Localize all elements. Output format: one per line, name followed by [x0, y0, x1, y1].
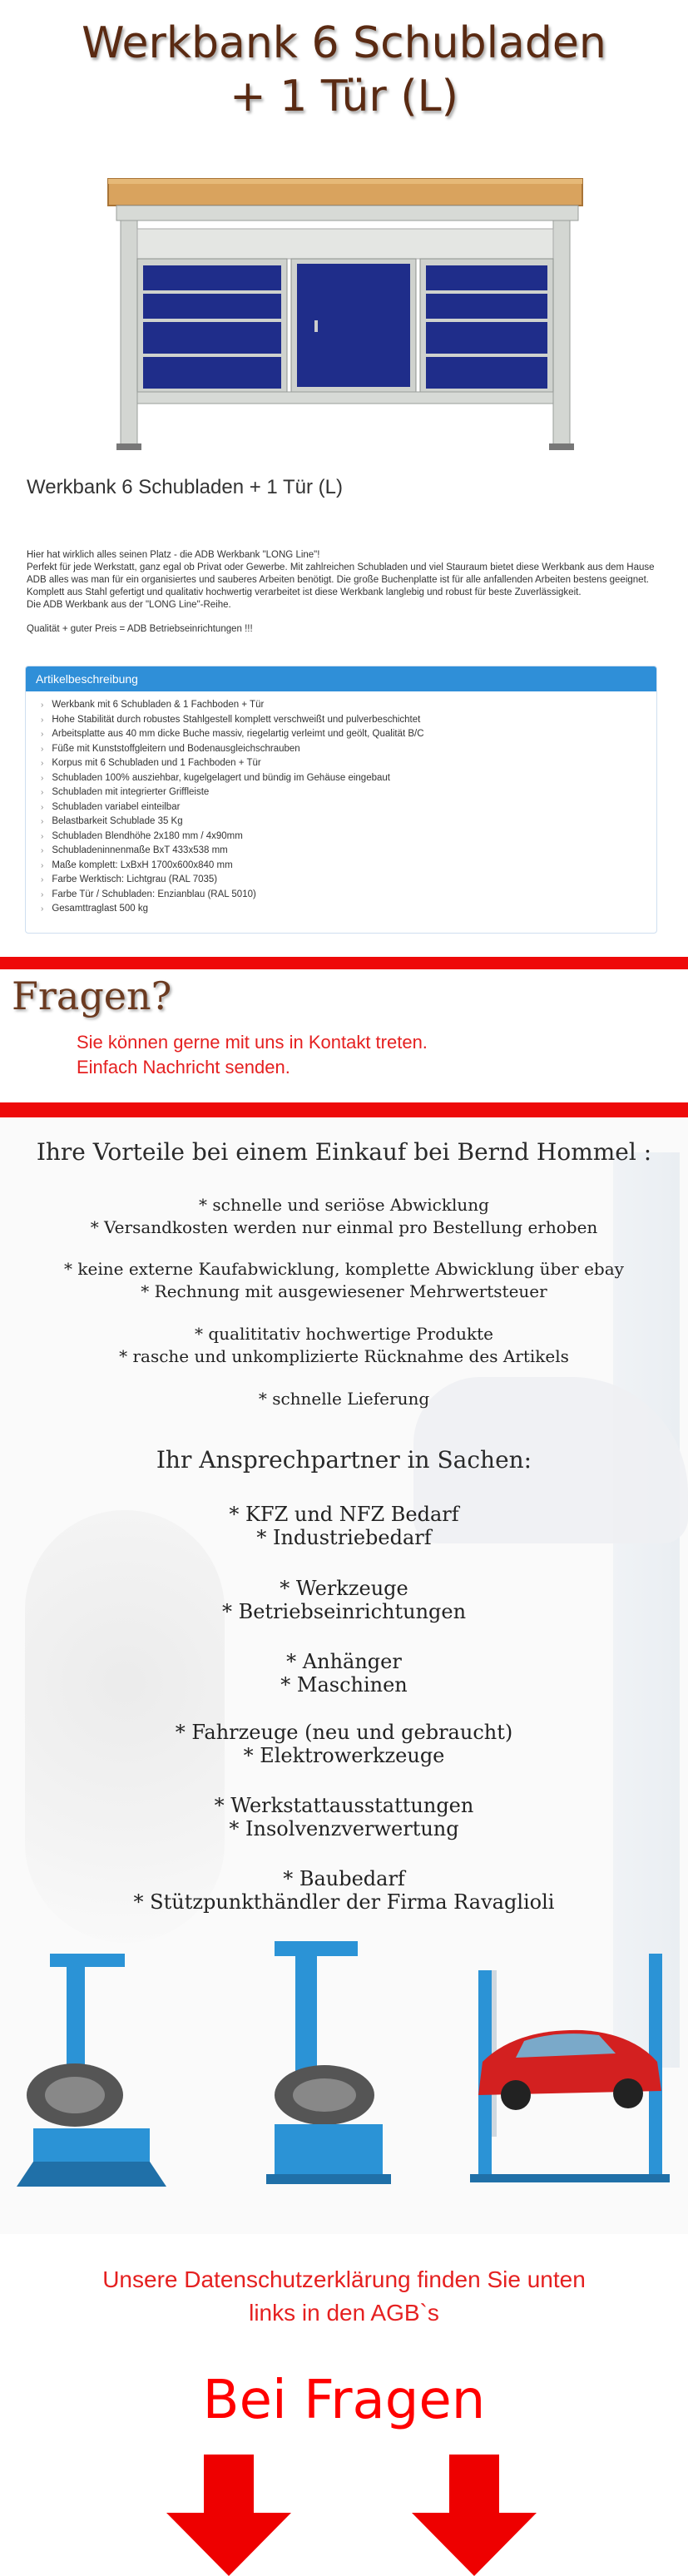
partner-line: * Elektrowerkzeuge: [243, 1744, 445, 1767]
chevron-right-icon: ›: [41, 802, 44, 812]
partner-line: * Betriebseinrichtungen: [221, 1600, 467, 1623]
partner-line: * Werkstattausstattungen: [214, 1794, 474, 1817]
partner-line: * Werkzeuge: [280, 1577, 408, 1600]
privacy-line: Unsere Datenschutzerklärung finden Sie unten: [102, 2266, 586, 2292]
list-item: › Gesamttraglast 500 kg: [41, 904, 149, 914]
product-intro: [27, 549, 659, 636]
partner-line: * Maschinen: [280, 1673, 408, 1697]
arrow-down-icon: [412, 2455, 537, 2576]
chevron-right-icon: ›: [41, 904, 44, 914]
chevron-right-icon: ›: [41, 773, 44, 783]
list-item: › Schubladen 100% ausziehbar, kugelgelagert und bündig im Gehäuse eingebaut: [41, 772, 390, 783]
contact-text: [77, 1030, 428, 1080]
tire-changer-machine-icon: [17, 1954, 166, 2187]
chevron-right-icon: ›: [41, 759, 44, 768]
list-item: › Werkbank mit 6 Schubladen & 1 Fachboden + Tür: [41, 700, 265, 710]
list-item: › Arbeitsplatte aus 40 mm dicke Buche massiv, riegelartig verleimt und geölt, Qualität B/C: [41, 729, 424, 739]
chevron-right-icon: ›: [41, 831, 44, 841]
advantage-line: * keine externe Kaufabwicklung, komplette Abwicklung über ebay: [64, 1259, 624, 1279]
partner-line: * Insolvenzverwertung: [229, 1817, 459, 1840]
list-item: › Farbe Tür / Schubladen: Enzianblau (RAL 5010): [41, 889, 256, 899]
contact-line: Einfach Nachricht senden.: [77, 1057, 290, 1077]
list-item: › Maße komplett: LxBxH 1700x600x840 mm: [41, 859, 233, 870]
balancer-machine-icon: [266, 1941, 391, 2184]
list-item: › Schubladeninnenmaße BxT 433x538 mm: [41, 845, 228, 855]
contact-title: Fragen?: [12, 973, 172, 1018]
partner-line: * Fahrzeuge (neu und gebraucht): [175, 1721, 513, 1744]
workbench-photo: [100, 162, 591, 453]
page-title-line1: Werkbank 6 Schubladen: [82, 18, 606, 68]
partner-line: * Industriebedarf: [256, 1526, 432, 1549]
chevron-right-icon: ›: [41, 860, 44, 870]
list-item: › Füße mit Kunststoffgleitern und Bodenausgleichschrauben: [41, 743, 300, 754]
list-item: › Farbe Werktisch: Lichtgrau (RAL 7035): [41, 874, 218, 884]
advantage-line: * schnelle Lieferung: [258, 1389, 430, 1409]
chevron-right-icon: ›: [41, 730, 44, 739]
article-description-panel: [25, 666, 657, 934]
advantage-line: * schnelle und seriöse Abwicklung: [199, 1195, 489, 1215]
intro-line: Die ADB Werkbank aus der "LONG Line"-Reihe.: [27, 600, 231, 610]
privacy-notice: [0, 2263, 688, 2330]
article-description-list: [26, 691, 656, 917]
product-heading: Werkbank 6 Schubladen + 1 Tür (L): [27, 476, 343, 498]
red-divider: [0, 1102, 688, 1117]
chevron-right-icon: ›: [41, 701, 44, 710]
list-item: › Belastbarkeit Schublade 35 Kg: [41, 816, 183, 826]
chevron-right-icon: ›: [41, 846, 44, 855]
list-item: › Schubladen Blendhöhe 2x180 mm / 4x90mm: [41, 830, 243, 841]
intro-line: Hier hat wirklich alles seinen Platz - die ADB Werkbank "LONG Line"!: [27, 550, 320, 560]
list-item: › Korpus mit 6 Schubladen und 1 Fachboden + Tür: [41, 758, 261, 768]
partners-title: Ihr Ansprechpartner in Sachen:: [156, 1446, 532, 1474]
advantages-title: Ihre Vorteile bei einem Einkauf bei Bernd Hommel :: [36, 1138, 652, 1166]
chevron-right-icon: ›: [41, 889, 44, 899]
chevron-right-icon: ›: [41, 875, 44, 884]
car-lift-icon: [470, 1954, 670, 2182]
advantage-line: * Rechnung mit ausgewiesener Mehrwertsteuer: [141, 1281, 547, 1301]
contact-line: Sie können gerne mit uns in Kontakt treten.: [77, 1032, 428, 1053]
quality-claim: Qualität + guter Preis = ADB Betriebseinrichtungen !!!: [27, 624, 253, 634]
partner-line: * KFZ und NFZ Bedarf: [229, 1503, 459, 1526]
page-title-line2: + 1 Tür (L): [230, 72, 458, 121]
privacy-line: links in den AGB`s: [249, 2300, 439, 2326]
list-item: › Schubladen mit integrierter Griffleiste: [41, 787, 210, 797]
advantage-line: * qualititativ hochwertige Produkte: [195, 1324, 493, 1344]
arrow-down-icon: [166, 2455, 291, 2576]
advantage-line: * rasche und unkomplizierte Rücknahme des Artikels: [119, 1346, 569, 1366]
workshop-machines-photo: [17, 1937, 674, 2191]
page-title: [0, 17, 688, 123]
list-item: › Schubladen variabel einteilbar: [41, 801, 181, 812]
partner-line: * Anhänger: [286, 1650, 402, 1673]
questions-heading: Bei Fragen: [202, 2370, 486, 2431]
intro-line: Perfekt für jede Werkstatt, ganz egal ob Privat oder Gewerbe. Mit zahlreichen Schubladen und viel Stauraum bietet diese Werkbank aus dem Hause ADB alles was man für ein organisiertes und sauberes Arbeiten benötigt. Die große Buchenplatte ist für alle anfallenden Arbeiten bestens geeignet. Komplett aus Stahl gefertigt und qualitativ hochwertig verarbeitet ist diese Werkbank langlebig und robust für beste Zuverlässigkeit.: [27, 562, 655, 597]
chevron-right-icon: ›: [41, 817, 44, 826]
article-description-header: Artikelbeschreibung: [26, 666, 656, 691]
chevron-right-icon: ›: [41, 788, 44, 797]
list-item: › Hohe Stabilität durch robustes Stahlgestell komplett verschweißt und pulverbeschichtet: [41, 714, 421, 725]
advantage-line: * Versandkosten werden nur einmal pro Bestellung erhoben: [90, 1217, 598, 1237]
partner-line: * Stützpunkthändler der Firma Ravaglioli: [133, 1890, 555, 1914]
chevron-right-icon: ›: [41, 715, 44, 725]
chevron-right-icon: ›: [41, 744, 44, 754]
partner-line: * Baubedarf: [283, 1867, 405, 1890]
